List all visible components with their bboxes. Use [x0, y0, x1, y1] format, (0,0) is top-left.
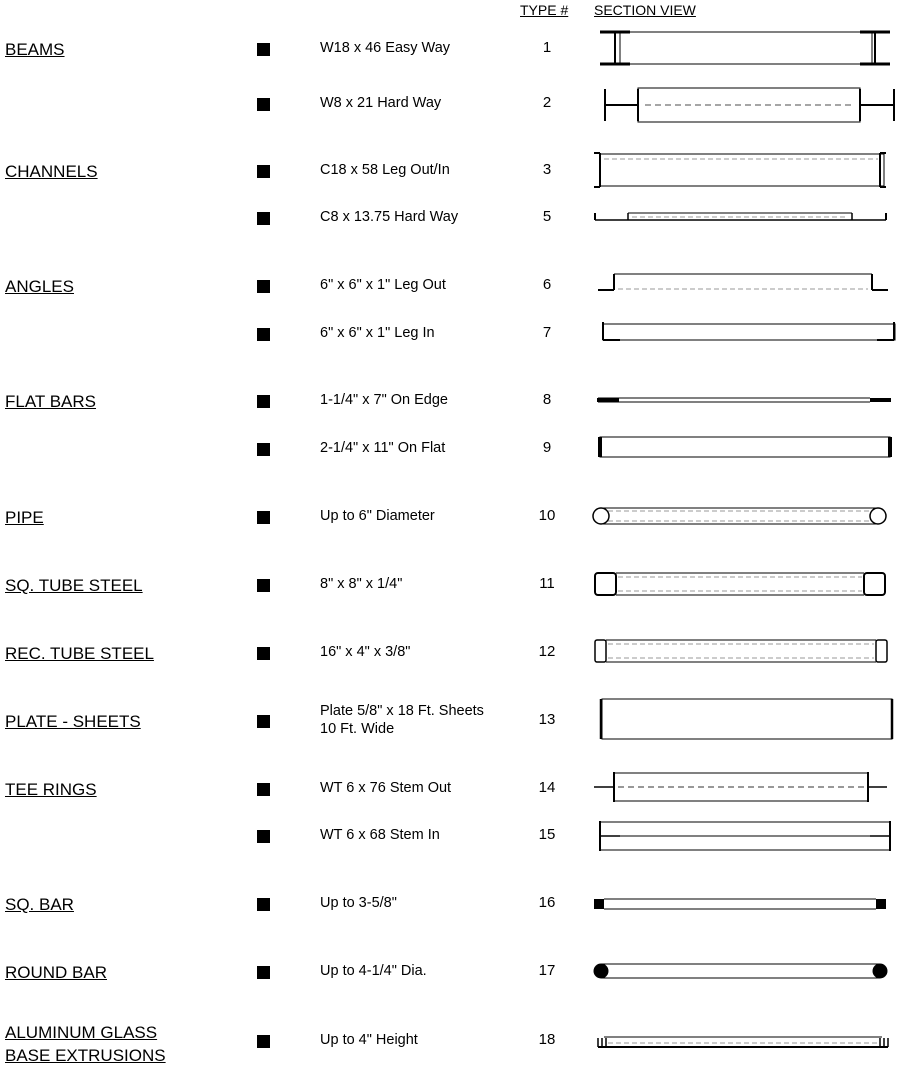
category-label: FLAT BARS [5, 392, 97, 411]
section-view-drawings [590, 0, 902, 1062]
type-number: 16 [538, 894, 556, 911]
profile-description: 6" x 6" x 1" Leg Out [320, 277, 446, 293]
type-number: 2 [542, 94, 552, 111]
category-label: REC. TUBE STEEL [5, 644, 154, 663]
bullet-marker [257, 783, 270, 796]
profile-description: WT 6 x 76 Stem Out [320, 780, 452, 796]
category-label: ANGLES [5, 277, 74, 296]
type-number: 13 [538, 711, 556, 728]
bullet-marker [257, 1035, 270, 1048]
profile-description: C18 x 58 Leg Out/In [320, 162, 450, 178]
category-label: SQ. TUBE STEEL [5, 576, 143, 595]
type-number-header: TYPE # [520, 2, 569, 18]
bullet-marker [257, 579, 270, 592]
type-number: 5 [542, 208, 552, 225]
type-number: 6 [542, 276, 552, 293]
bullet-marker [257, 511, 270, 524]
plate-section-icon [601, 699, 892, 739]
type-number: 1 [542, 39, 552, 56]
type-number: 8 [542, 391, 552, 408]
type-number: 17 [538, 962, 556, 979]
bullet-marker [257, 647, 270, 660]
bullet-marker [257, 715, 270, 728]
bullet-marker [257, 98, 270, 111]
square-bar-section-icon [594, 899, 886, 909]
profile-description: 1-1/4" x 7" On Edge [320, 392, 448, 408]
tee-stem-in-section-icon [600, 821, 890, 851]
profile-description: Plate 5/8" x 18 Ft. Sheets 10 Ft. Wide [320, 703, 484, 737]
bullet-marker [257, 43, 270, 56]
bullet-marker [257, 830, 270, 843]
category-label: CHANNELS [5, 162, 98, 181]
bullet-marker [257, 280, 270, 293]
bullet-marker [257, 898, 270, 911]
type-number: 12 [538, 643, 556, 660]
category-label: PLATE - SHEETS [5, 712, 141, 731]
angle-leg-in-section-icon [603, 322, 895, 340]
square-tube-section-icon [595, 573, 885, 595]
glass-base-extrusion-section-icon [598, 1037, 888, 1047]
profile-description: 16" x 4" x 3/8" [320, 644, 411, 660]
section-view-header: SECTION VIEW [594, 2, 696, 18]
type-number: 18 [538, 1031, 556, 1048]
beam-easy-way-section-icon [600, 32, 890, 64]
pipe-section-icon [593, 508, 886, 524]
flat-bar-flat-section-icon [598, 437, 892, 457]
rectangular-tube-section-icon [595, 640, 887, 662]
type-number: 10 [538, 507, 556, 524]
category-label: PIPE [5, 508, 44, 527]
category-label: TEE RINGS [5, 780, 97, 799]
bullet-marker [257, 212, 270, 225]
beam-hard-way-section-icon [605, 88, 894, 122]
type-number: 7 [542, 324, 552, 341]
type-number: 11 [539, 575, 555, 592]
profile-description: W18 x 46 Easy Way [320, 40, 451, 56]
tee-stem-out-section-icon [594, 772, 887, 802]
bullet-marker [257, 328, 270, 341]
profile-description: Up to 4" Height [320, 1032, 418, 1048]
profile-description: C8 x 13.75 Hard Way [320, 209, 459, 225]
profile-description: WT 6 x 68 Stem In [320, 827, 440, 843]
angle-leg-out-section-icon [598, 274, 888, 290]
flat-bar-edge-section-icon [597, 398, 891, 402]
profile-description: 2-1/4" x 11" On Flat [320, 440, 446, 456]
type-number: 9 [542, 439, 552, 456]
profile-description: Up to 6" Diameter [320, 508, 435, 524]
type-number: 15 [538, 826, 556, 843]
category-label: SQ. BAR [5, 895, 74, 914]
profile-description: Up to 4-1/4" Dia. [320, 963, 427, 979]
bullet-marker [257, 966, 270, 979]
channel-leg-section-icon [594, 153, 886, 187]
bullet-marker [257, 443, 270, 456]
profile-description: 6" x 6" x 1" Leg In [320, 325, 435, 341]
type-number: 3 [542, 161, 552, 178]
bullet-marker [257, 165, 270, 178]
profile-description: 8" x 8" x 1/4" [320, 576, 403, 592]
profile-description: Up to 3-5/8" [320, 895, 397, 911]
round-bar-section-icon [594, 964, 888, 979]
profile-description: W8 x 21 Hard Way [320, 95, 442, 111]
channel-hard-way-section-icon [595, 213, 886, 220]
category-label: ALUMINUM GLASS BASE EXTRUSIONS [5, 1023, 166, 1065]
category-label: ROUND BAR [5, 963, 108, 982]
type-number: 14 [538, 779, 556, 796]
category-label: BEAMS [5, 40, 65, 59]
bullet-marker [257, 395, 270, 408]
